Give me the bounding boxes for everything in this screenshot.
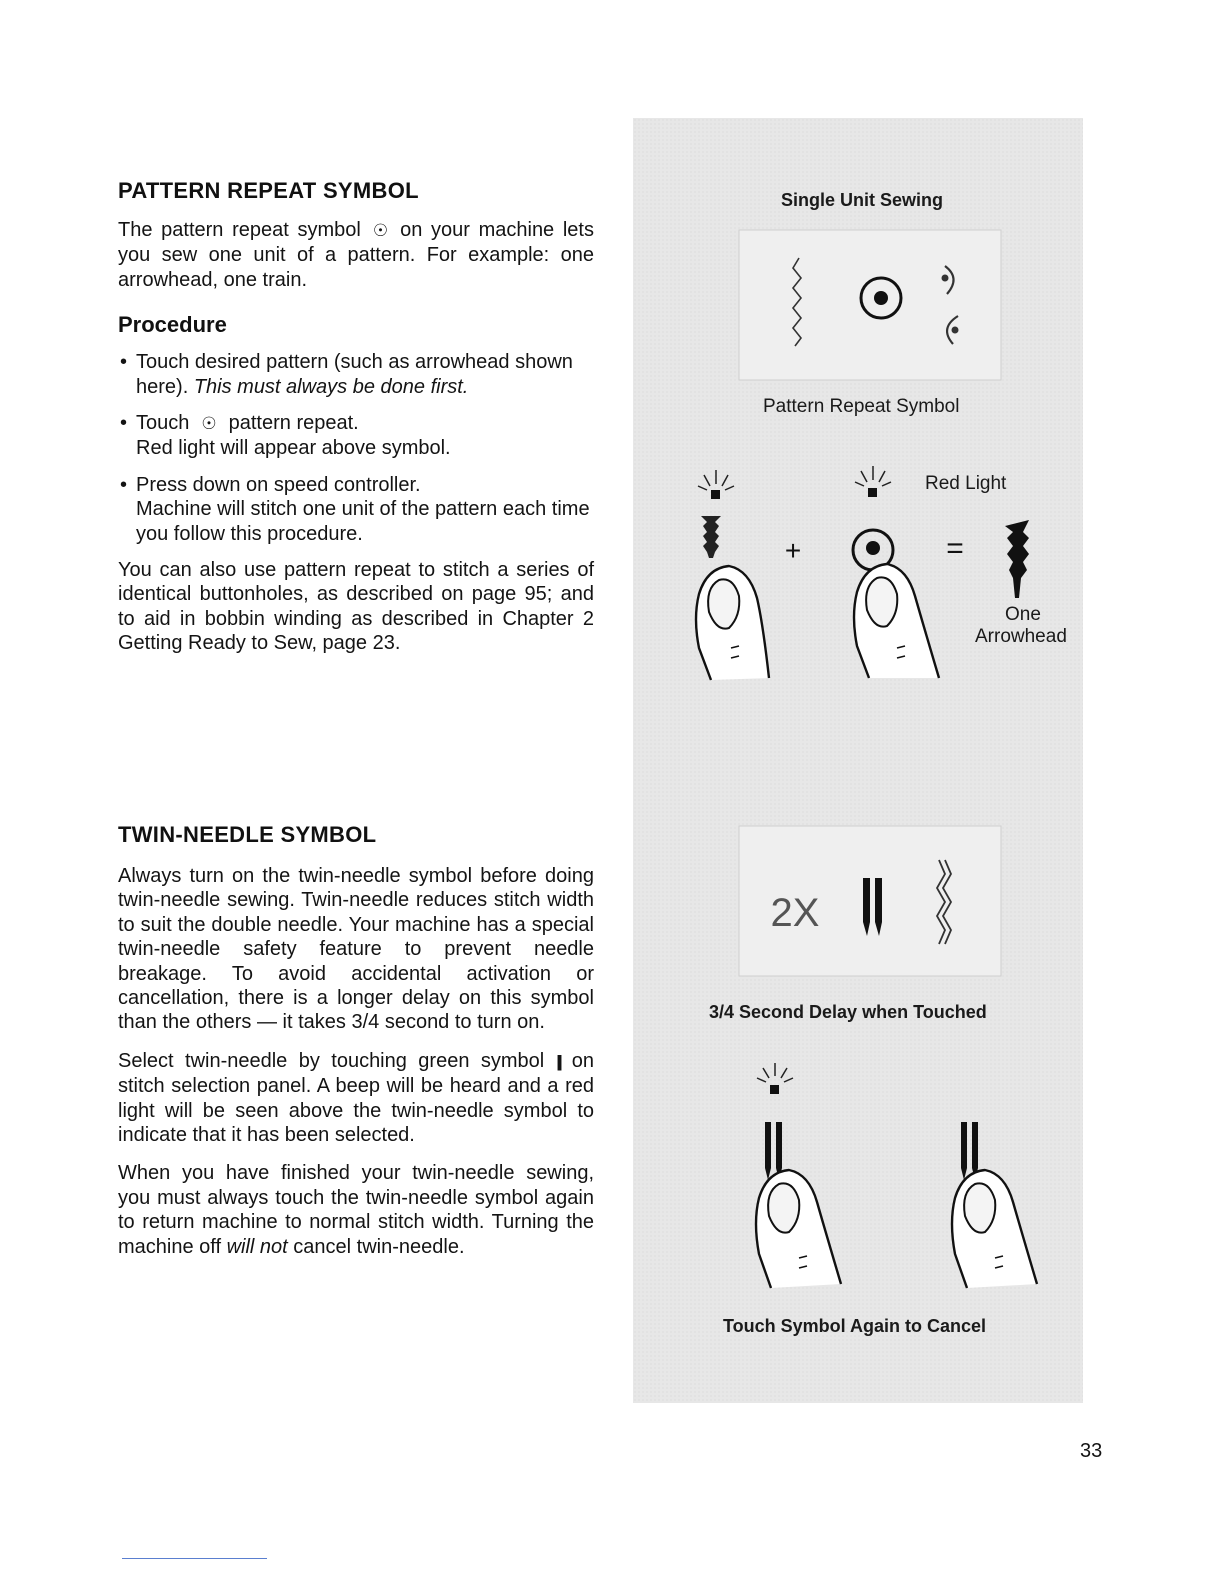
red-light-icon [855,466,891,497]
red-light-label: Red Light [925,473,1007,494]
pattern-repeat-heading: PATTERN REPEAT SYMBOL [118,178,419,203]
twin-needle-heading: TWIN-NEEDLE SYMBOL [118,822,377,847]
result-label-line2: Arrowhead [975,626,1067,647]
twin-needle-paragraph-1: Always turn on the twin-needle symbol before doing twin-needle sewing. Twin-needle reduces stitch width to suit the double needle. Your machine has a special twin-needle safety feature to prevent needle breakage. To avoid accidental activation or cancellation, there is a longer delay on this symbol than the others — it takes 3/4 second to turn on. [118,865,594,1034]
twin-needle-section [118,822,594,1259]
single-unit-title: Single Unit Sewing [781,190,944,210]
twin-needle-paragraph-2: Select twin-needle by touching green symbol || on stitch selection panel. A beep will be heard and a red light will be seen above the twin-needle symbol to indicate that it has been selected. [118,1049,594,1147]
pattern-repeat-caption: Pattern Repeat Symbol [763,396,960,417]
stitch-panel-top [739,230,1001,380]
finger-illustration [952,1170,1037,1288]
footer-divider [122,1558,267,1559]
pattern-repeat-symbol-icon: ☉ [201,414,217,434]
plus-sign: + [784,535,802,566]
list-item: • Touch ☉ pattern repeat. Red light will appear above symbol. [118,411,594,461]
pattern-repeat-intro: The pattern repeat symbol ☉ on your machine lets you sew one unit of a pattern. For example: one arrowhead, one train. [118,219,594,291]
pattern-repeat-closing: You can also use pattern repeat to stitch a series of identical buttonholes, as described on page 95; and to aid in bobbin winding as described in Chapter 2 Getting Ready to Sew, page 23. [118,559,594,655]
list-item: • Touch desired pattern (such as arrowhead shown here). This must always be done first. [118,350,594,399]
pattern-repeat-section [118,178,594,656]
finger-illustration [854,564,939,678]
finger-illustration [696,566,769,680]
cancel-caption: Touch Symbol Again to Cancel [723,1316,987,1336]
twin-needle-paragraph-3: When you have finished your twin-needle sewing, you must always touch the twin-needle symbol again to return machine to normal stitch width. Turning the machine off will not cancel twin-needle. [118,1162,594,1258]
twox-label: 2X [770,891,820,935]
delay-caption: 3/4 Second Delay when Touched [709,1002,987,1022]
arrowhead-stitch-icon [701,516,721,558]
illustration-panel [633,118,1083,1403]
illustration-art [633,118,1083,1403]
red-light-icon [757,1063,793,1094]
equals-sign: = [946,532,964,565]
arrowhead-result-icon [1005,520,1029,598]
red-light-icon [698,470,734,499]
result-label-line1: One [1005,604,1041,625]
procedure-heading: Procedure [118,312,227,338]
list-item: • Press down on speed controller. Machine will stitch one unit of the pattern each time you follow this procedure. [118,473,594,546]
pattern-repeat-symbol-icon: ☉ [372,221,389,240]
page-number: 33 [1080,1440,1103,1462]
procedure-list [118,350,594,546]
finger-illustration [756,1170,841,1288]
twin-needle-symbol-icon: || [556,1051,560,1071]
